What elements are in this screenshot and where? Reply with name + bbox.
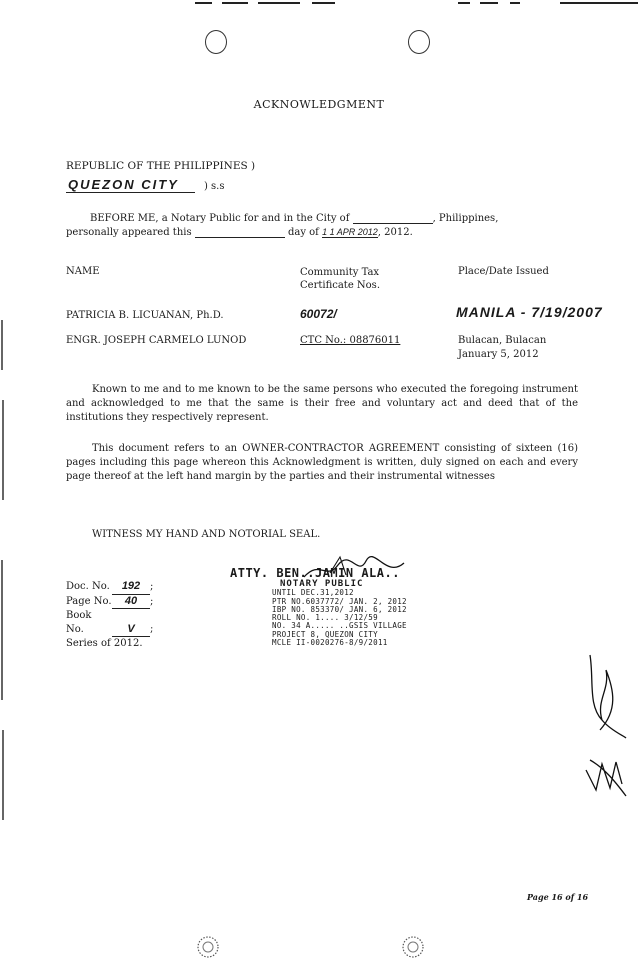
dry-seal-right	[401, 935, 425, 959]
stamp-line: NO. 34 A..... ..GSIS VILLAGE	[272, 621, 407, 631]
row2-ctc: CTC No.: 08876011	[300, 335, 401, 346]
witness-line: WITNESS MY HAND AND NOTORIAL SEAL.	[92, 529, 321, 540]
paragraph-known: Known to me and to me known to be the same persons who executed the foregoing instrument and acknowledged to me that the same is their free and voluntary act and deed that of the institutions they respectively represent.	[66, 384, 578, 423]
row1-place: MANILA - 7/19/2007	[456, 304, 603, 320]
scan-edge-artifact	[0, 0, 638, 12]
notary-role: NOTARY PUBLIC	[280, 579, 364, 589]
intro-text-1: BEFORE ME, a Notary Public for and in the City of	[90, 213, 350, 224]
doc-no-row: Doc. No. 192 ;	[66, 580, 153, 595]
intro-text-4: day of	[287, 227, 319, 238]
document-title: ACKNOWLEDGMENT	[253, 98, 385, 111]
dry-seal-left	[196, 935, 220, 959]
day-blank	[195, 237, 285, 238]
book-no-value: V	[112, 623, 150, 638]
binder-hole-left	[205, 30, 227, 54]
city-line	[66, 174, 224, 193]
series-row: Series of 2012.	[66, 638, 143, 649]
header-place: Place/Date Issued	[458, 266, 549, 277]
row1-ctc: 60072/	[300, 307, 337, 321]
row2-date: January 5, 2012	[458, 349, 539, 360]
doc-no-value: 192	[112, 580, 150, 595]
notary-signature	[300, 555, 410, 585]
header-name: NAME	[66, 266, 100, 277]
intro-line-1	[90, 213, 590, 224]
date-stamp: 1 1 APR 2012	[322, 227, 378, 237]
page-footer: Page 16 of 16	[527, 892, 589, 902]
city-blank	[353, 223, 433, 224]
stamp-line: PROJECT 8, QUEZON CITY	[272, 629, 378, 639]
row1-name: PATRICIA B. LICUANAN, Ph.D.	[66, 310, 224, 321]
stamp-line: MCLE II-0020276-8/9/2011	[272, 638, 388, 648]
row2-name: ENGR. JOSEPH CARMELO LUNOD	[66, 335, 247, 346]
ss-label: ) s.s	[203, 181, 225, 192]
intro-text-5: , 2012.	[377, 227, 413, 238]
row2-place: Bulacan, Bulacan	[458, 335, 547, 346]
book-no-row: Book No. V ;	[66, 609, 153, 637]
intro-text-2: , Philippines,	[432, 213, 499, 224]
page-no-value: 40	[112, 595, 150, 610]
city-stamp: QUEZON CITY	[66, 177, 195, 193]
stamp-line: UNTIL DEC.31,2012	[272, 588, 354, 598]
notary-name: ATTY. BEN..JAMIN ALA..	[230, 566, 400, 580]
intro-text-3: personally appeared this	[66, 227, 192, 238]
stamp-line: PTR NO.6037772/ JAN. 2, 2012	[272, 596, 407, 606]
scan-margin-lines	[0, 0, 10, 973]
page-no-row: Page No. 40 ;	[66, 595, 153, 610]
intro-line-2	[66, 227, 413, 238]
stamp-line: IBP NO. 853370/ JAN. 6, 2012	[272, 604, 407, 614]
doc-info	[66, 580, 153, 651]
header-ctc: Community Tax Certificate Nos.	[300, 267, 380, 291]
margin-initials-2	[580, 750, 630, 805]
republic-line: REPUBLIC OF THE PHILIPPINES )	[66, 160, 256, 172]
binder-hole-right	[408, 30, 430, 54]
margin-initials-1	[580, 650, 630, 745]
notary-details	[272, 589, 440, 647]
stamp-line: ROLL NO. 1.... 3/12/59	[272, 613, 378, 623]
paragraph-document: This document refers to an OWNER-CONTRACTOR AGREEMENT consisting of sixteen (16) pages including this page whereon this Acknowledgment is written, duly signed on each and every page thereof at the left hand margin by the parties and their instrumental witnesses	[66, 443, 578, 482]
